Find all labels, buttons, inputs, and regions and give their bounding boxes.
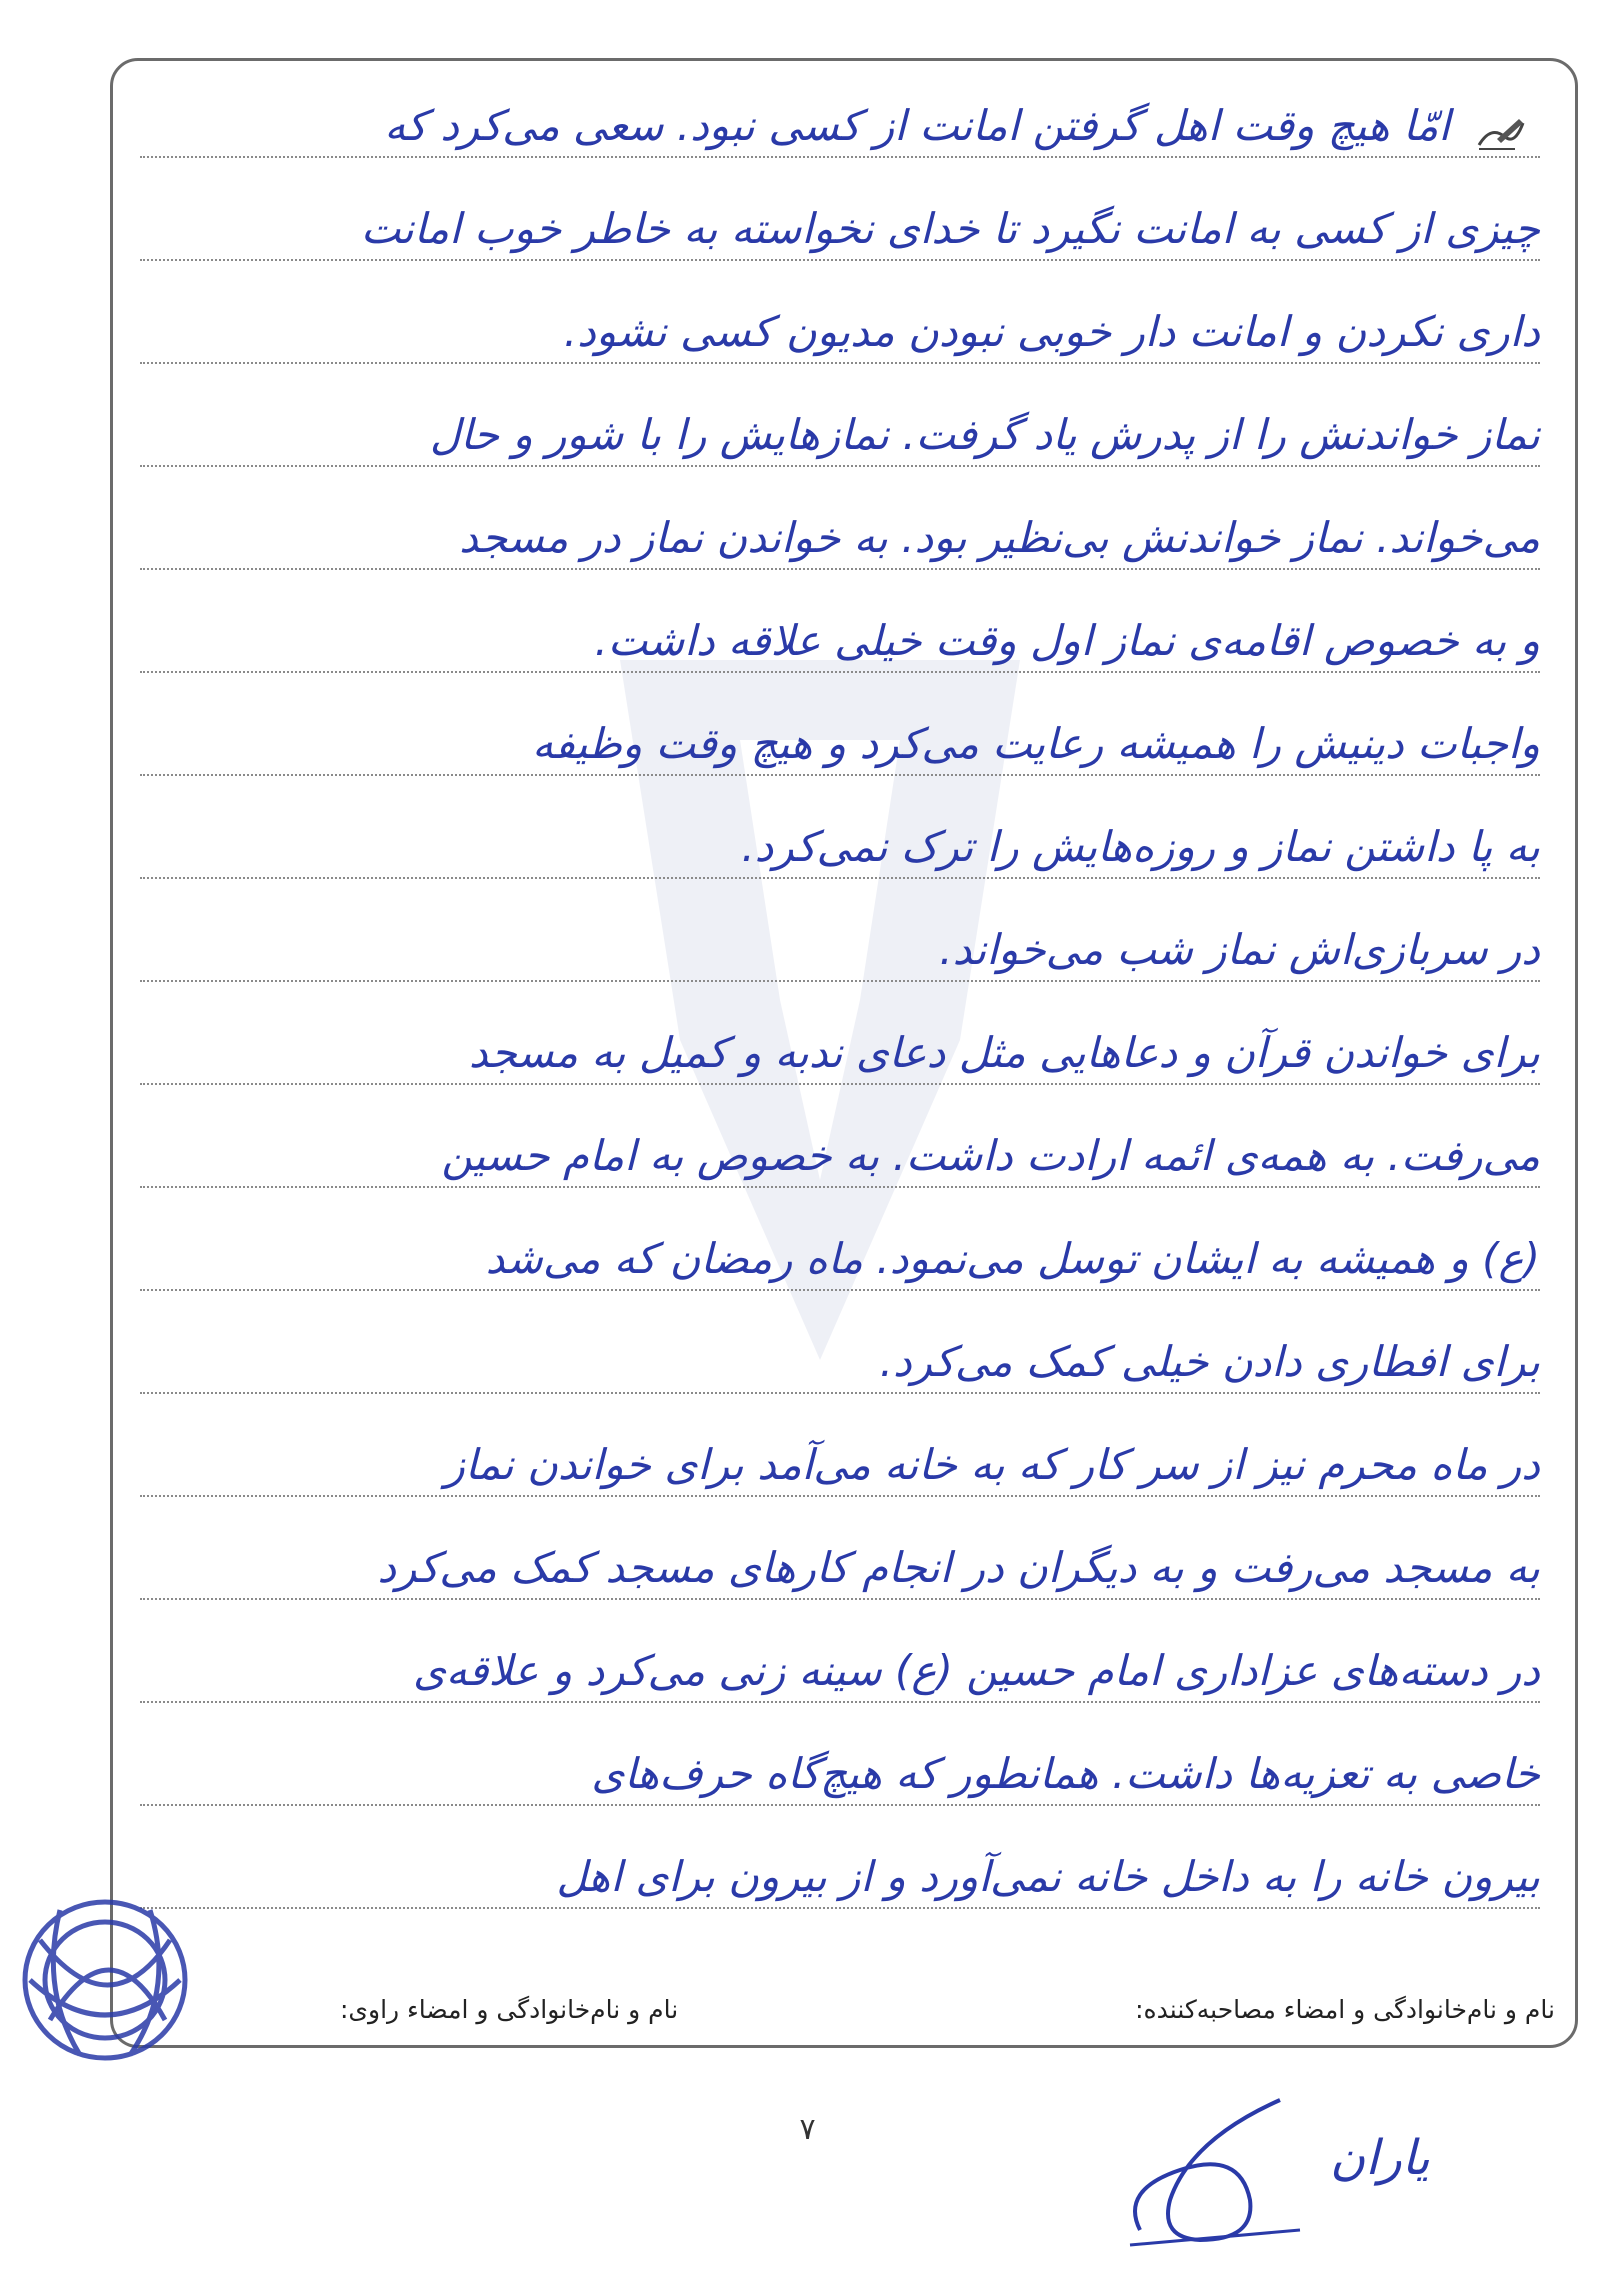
ink-stamp-icon (0, 1880, 220, 2080)
text-line: خاصی به تعزیه‌ها داشت. همانطور که هیچ‌گاه حرف‌های (140, 1728, 1540, 1820)
text-line: داری نکردن و امانت دار خوبی نبودن مدیون کسی نشود. (140, 286, 1540, 378)
text-line: واجبات دینیش را همیشه رعایت می‌کرد و هیچ وقت وظیفه (140, 698, 1540, 790)
text-line: می‌رفت. به همه‌ی ائمه ارادت داشت. به خصوص به امام حسین (140, 1110, 1540, 1202)
text-line: (ع) و همیشه به ایشان توسل می‌نمود. ماه رمضان که می‌شد (140, 1213, 1540, 1305)
text-line: بیرون خانه را به داخل خانه نمی‌آورد و از بیرون برای اهل (140, 1831, 1540, 1923)
interviewer-signature-label: نام و نام‌خانوادگی و امضاء مصاحبه‌کننده: (1135, 1995, 1555, 2024)
text-line: برای افطاری دادن خیلی کمک می‌کرد. (140, 1316, 1540, 1408)
text-line: و به خصوص اقامه‌ی نماز اول وقت خیلی علاقه داشت. (140, 595, 1540, 687)
text-line: می‌خواند. نماز خواندنش بی‌نظیر بود. به خواندن نماز در مسجد (140, 492, 1540, 584)
text-line: در دسته‌های عزاداری امام حسین (ع) سینه زنی می‌کرد و علاقه‌ی (140, 1625, 1540, 1717)
text-line: برای خواندن قرآن و دعاهایی مثل دعای ندبه و کمیل به مسجد (140, 1007, 1540, 1099)
signature-icon (1100, 2080, 1520, 2260)
narrator-signature-label: نام و نام‌خانوادگی و امضاء راوی: (340, 1995, 679, 2024)
text-line: چیزی از کسی به امانت نگیرد تا خدای نخواسته به خاطر خوب امانت (140, 183, 1540, 275)
text-line: به پا داشتن نماز و روزه‌هایش را ترک نمی‌کرد. (140, 801, 1540, 893)
text-line: امّا هیچ وقت اهل گرفتن امانت از کسی نبود. سعی می‌کرد که (140, 80, 1540, 172)
text-line: به مسجد می‌رفت و به دیگران در انجام کارهای مسجد کمک می‌کرد (140, 1522, 1540, 1614)
text-line: در ماه محرم نیز از سر کار که به خانه می‌آمد برای خواندن نماز (140, 1419, 1540, 1511)
text-line: نماز خواندنش را از پدرش یاد گرفت. نمازهایش را با شور و حال (140, 389, 1540, 481)
text-line: در سربازی‌اش نماز شب می‌خواند. (140, 904, 1540, 996)
signature-handwriting: یاران (1330, 2130, 1430, 2186)
page-number: ۷ (799, 2112, 816, 2147)
